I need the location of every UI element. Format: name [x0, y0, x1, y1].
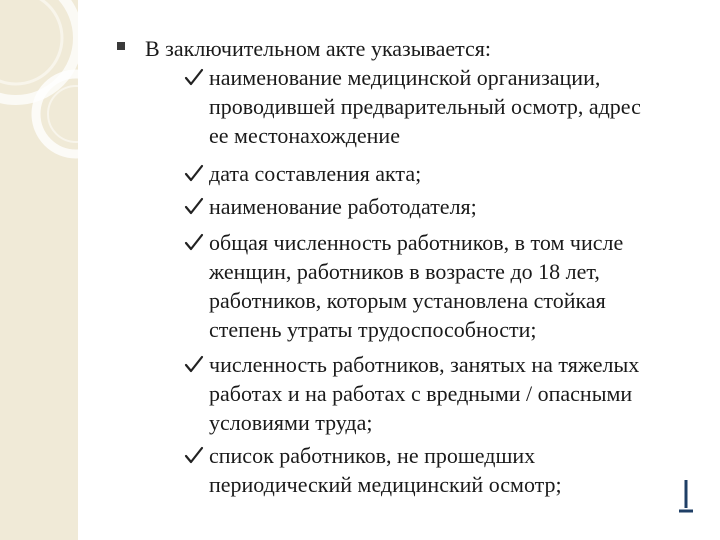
- arrow-down-icon[interactable]: [676, 478, 696, 514]
- square-bullet-icon: [117, 42, 125, 50]
- checklist-item-text: наименование медицинской организации, проводившей предварительный осмотр, адрес ее местонахождение: [209, 65, 641, 148]
- checkmark-icon: [183, 192, 205, 221]
- checklist-item-text: список работников, не прошедших периодический медицинский осмотр;: [209, 443, 562, 497]
- checkmark-icon: [183, 159, 205, 188]
- checklist-item-text: численность работников, занятых на тяжелых работах и на работах с вредными / опасными условиями труда;: [209, 352, 640, 435]
- checkmark-icon: [183, 228, 205, 257]
- main-point-text: В заключительном акте указывается:: [145, 36, 492, 61]
- checkmark-icon: [183, 63, 205, 92]
- checkmark-icon: [183, 350, 205, 379]
- checklist-item-text: общая численность работников, в том числе женщин, работников в возрасте до 18 лет, работников, которым установлена стойкая степень утраты трудоспособности;: [209, 230, 624, 342]
- checklist-item-text: дата составления акта;: [209, 161, 422, 186]
- checkmark-icon: [183, 441, 205, 470]
- checklist-item-text: наименование работодателя;: [209, 194, 477, 219]
